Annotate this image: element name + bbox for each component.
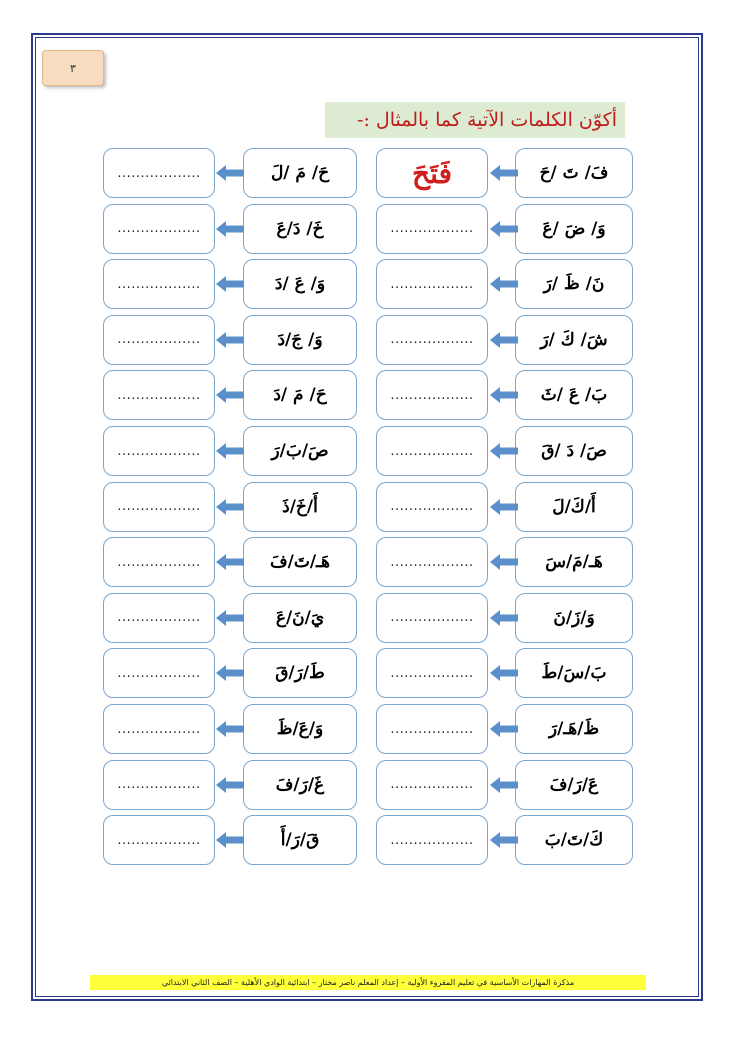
letters-text: عَ/رَ/فَ bbox=[549, 774, 599, 795]
letters-text: كَ/تَ/بَ bbox=[544, 830, 604, 851]
right-letters-box bbox=[515, 704, 633, 754]
right-answer-box[interactable] bbox=[376, 760, 488, 810]
left-letters-box bbox=[243, 815, 357, 865]
left-answer-box[interactable] bbox=[103, 315, 215, 365]
answer-placeholder: .................. bbox=[390, 276, 474, 292]
left-letters-box bbox=[243, 370, 357, 420]
right-answer-box[interactable] bbox=[376, 370, 488, 420]
answer-placeholder: .................. bbox=[117, 276, 201, 292]
answer-placeholder: .................. bbox=[390, 777, 474, 793]
letters-text: وَ/زَ/نَ bbox=[553, 607, 595, 628]
letters-text: ظَ/هَـ/رَ bbox=[548, 719, 600, 739]
answer-placeholder: .................. bbox=[390, 721, 474, 737]
left-arrow-left-icon bbox=[215, 274, 245, 294]
letters-text: وَ/ جَ/دَ bbox=[277, 329, 323, 350]
letters-text: أَ/خَ/ذَ bbox=[282, 496, 318, 517]
right-answer-box[interactable] bbox=[376, 815, 488, 865]
right-answer-box[interactable] bbox=[376, 315, 488, 365]
letters-text: وَ/عَ/ظَ bbox=[276, 719, 324, 739]
right-letters-box bbox=[515, 426, 633, 476]
right-letters-box bbox=[515, 370, 633, 420]
instruction-text: أكوّن الكلمات الآتية كما بالمثال :- bbox=[357, 109, 617, 131]
left-arrow-left-icon bbox=[215, 219, 245, 239]
left-arrow-left-icon bbox=[215, 719, 245, 739]
answer-placeholder: .................. bbox=[390, 499, 474, 515]
left-letters-box bbox=[243, 648, 357, 698]
right-answer-box[interactable] bbox=[376, 648, 488, 698]
left-answer-box[interactable] bbox=[103, 704, 215, 754]
right-answer-box[interactable] bbox=[376, 537, 488, 587]
left-answer-box[interactable] bbox=[103, 648, 215, 698]
left-arrow-left-icon bbox=[215, 608, 245, 628]
right-letters-box bbox=[515, 259, 633, 309]
left-letters-box bbox=[243, 259, 357, 309]
left-letters-box bbox=[243, 593, 357, 643]
instruction-banner bbox=[325, 102, 625, 138]
right-letters-box bbox=[515, 204, 633, 254]
left-arrow-left-icon bbox=[215, 330, 245, 350]
right-letters-box bbox=[515, 482, 633, 532]
left-arrow-left-icon bbox=[215, 441, 245, 461]
left-arrow-left-icon bbox=[215, 663, 245, 683]
left-arrow-left-icon bbox=[215, 830, 245, 850]
left-answer-box[interactable] bbox=[103, 482, 215, 532]
right-arrow-left-icon bbox=[489, 552, 519, 572]
left-arrow-left-icon bbox=[215, 385, 245, 405]
letters-text: شَ/ كَ /رَ bbox=[540, 329, 608, 350]
answer-placeholder: .................. bbox=[117, 499, 201, 515]
left-letters-box bbox=[243, 537, 357, 587]
right-answer-box[interactable] bbox=[376, 482, 488, 532]
right-arrow-left-icon bbox=[489, 219, 519, 239]
answer-placeholder: .................. bbox=[117, 221, 201, 237]
left-arrow-left-icon bbox=[215, 552, 245, 572]
letters-text: أَ/كَ/لَ bbox=[552, 496, 596, 517]
left-letters-box bbox=[243, 204, 357, 254]
letters-text: هَـ/تَ/فَ bbox=[270, 552, 330, 573]
answer-placeholder: .................. bbox=[117, 165, 201, 181]
answer-placeholder: .................. bbox=[117, 777, 201, 793]
letters-text: فَ/ تَ /حَ bbox=[539, 163, 609, 183]
left-answer-box[interactable] bbox=[103, 760, 215, 810]
letters-text: نَ/ ظَ /رَ bbox=[543, 274, 605, 295]
answer-placeholder: .................. bbox=[390, 665, 474, 681]
answer-placeholder: .................. bbox=[117, 443, 201, 459]
right-arrow-left-icon bbox=[489, 385, 519, 405]
letters-text: طَ/رَ/قَ bbox=[275, 663, 325, 684]
answer-placeholder: .................. bbox=[390, 387, 474, 403]
right-answer-box[interactable] bbox=[376, 204, 488, 254]
right-letters-box bbox=[515, 537, 633, 587]
right-letters-box bbox=[515, 760, 633, 810]
left-arrow-left-icon bbox=[215, 497, 245, 517]
left-answer-box[interactable] bbox=[103, 370, 215, 420]
letters-text: خَ/ دَ/عَ bbox=[276, 218, 324, 239]
left-letters-box bbox=[243, 148, 357, 198]
right-answer-box[interactable] bbox=[376, 148, 488, 198]
answer-placeholder: .................. bbox=[117, 332, 201, 348]
left-arrow-left-icon bbox=[215, 163, 245, 183]
right-arrow-left-icon bbox=[489, 830, 519, 850]
page-number-badge bbox=[42, 50, 104, 86]
answer-placeholder: .................. bbox=[117, 832, 201, 848]
left-letters-box bbox=[243, 482, 357, 532]
right-answer-box[interactable] bbox=[376, 593, 488, 643]
right-letters-box bbox=[515, 648, 633, 698]
right-arrow-left-icon bbox=[489, 330, 519, 350]
left-letters-box bbox=[243, 760, 357, 810]
letters-text: صَ/بَ/رَ bbox=[271, 441, 329, 461]
left-answer-box[interactable] bbox=[103, 259, 215, 309]
letters-text: وَ/ ضَ /عَ bbox=[542, 218, 606, 239]
answer-placeholder: .................. bbox=[390, 332, 474, 348]
right-arrow-left-icon bbox=[489, 274, 519, 294]
left-answer-box[interactable] bbox=[103, 148, 215, 198]
left-answer-box[interactable] bbox=[103, 426, 215, 476]
right-letters-box bbox=[515, 315, 633, 365]
left-answer-box[interactable] bbox=[103, 593, 215, 643]
left-answer-box[interactable] bbox=[103, 204, 215, 254]
answer-placeholder: .................. bbox=[117, 554, 201, 570]
right-arrow-left-icon bbox=[489, 719, 519, 739]
answer-placeholder: .................. bbox=[117, 665, 201, 681]
answer-placeholder: .................. bbox=[117, 610, 201, 626]
page-number: ٣ bbox=[70, 61, 76, 75]
left-letters-box bbox=[243, 426, 357, 476]
right-letters-box bbox=[515, 593, 633, 643]
left-letters-box bbox=[243, 315, 357, 365]
footer-banner bbox=[90, 975, 646, 990]
letters-text: قَ/رَ/أَ bbox=[280, 830, 320, 851]
right-arrow-left-icon bbox=[489, 663, 519, 683]
answer-placeholder: .................. bbox=[390, 221, 474, 237]
left-arrow-left-icon bbox=[215, 775, 245, 795]
right-letters-box bbox=[515, 815, 633, 865]
letters-text: صَ/ دَ /قَ bbox=[541, 441, 607, 461]
right-answer-box[interactable] bbox=[376, 704, 488, 754]
right-arrow-left-icon bbox=[489, 497, 519, 517]
answer-placeholder: .................. bbox=[390, 554, 474, 570]
answer-placeholder: .................. bbox=[117, 721, 201, 737]
right-arrow-left-icon bbox=[489, 608, 519, 628]
letters-text: يَ/نَ/عَ bbox=[275, 607, 325, 628]
letters-text: هَـ/مَ/سَ bbox=[545, 552, 603, 573]
letters-text: حَ/ مَ /دَ bbox=[273, 385, 327, 406]
left-answer-box[interactable] bbox=[103, 815, 215, 865]
letters-text: بَ/ عَ /ثَ bbox=[540, 385, 608, 406]
left-answer-box[interactable] bbox=[103, 537, 215, 587]
left-letters-box bbox=[243, 704, 357, 754]
letters-text: حَ/ مَ /لَ bbox=[270, 163, 330, 183]
letters-text: وَ/ عَ /دَ bbox=[274, 274, 326, 295]
answer-placeholder: .................. bbox=[390, 832, 474, 848]
letters-text: بَ/سَ/طَ bbox=[541, 663, 607, 684]
example-answer: فَتَحَ bbox=[412, 156, 452, 190]
right-arrow-left-icon bbox=[489, 163, 519, 183]
right-letters-box bbox=[515, 148, 633, 198]
right-arrow-left-icon bbox=[489, 441, 519, 461]
right-arrow-left-icon bbox=[489, 775, 519, 795]
right-answer-box[interactable] bbox=[376, 426, 488, 476]
letters-text: غَ/رَ/فَ bbox=[275, 774, 325, 795]
answer-placeholder: .................. bbox=[390, 443, 474, 459]
answer-placeholder: .................. bbox=[117, 387, 201, 403]
right-answer-box[interactable] bbox=[376, 259, 488, 309]
answer-placeholder: .................. bbox=[390, 610, 474, 626]
footer-text: مذكرة المهارات الأساسية في تعليم المقروء الأولية – إعداد المعلم ناصر مختار – ابتدائية الوادي الأهلية – الصف الثاني الابتدائي bbox=[161, 978, 575, 987]
